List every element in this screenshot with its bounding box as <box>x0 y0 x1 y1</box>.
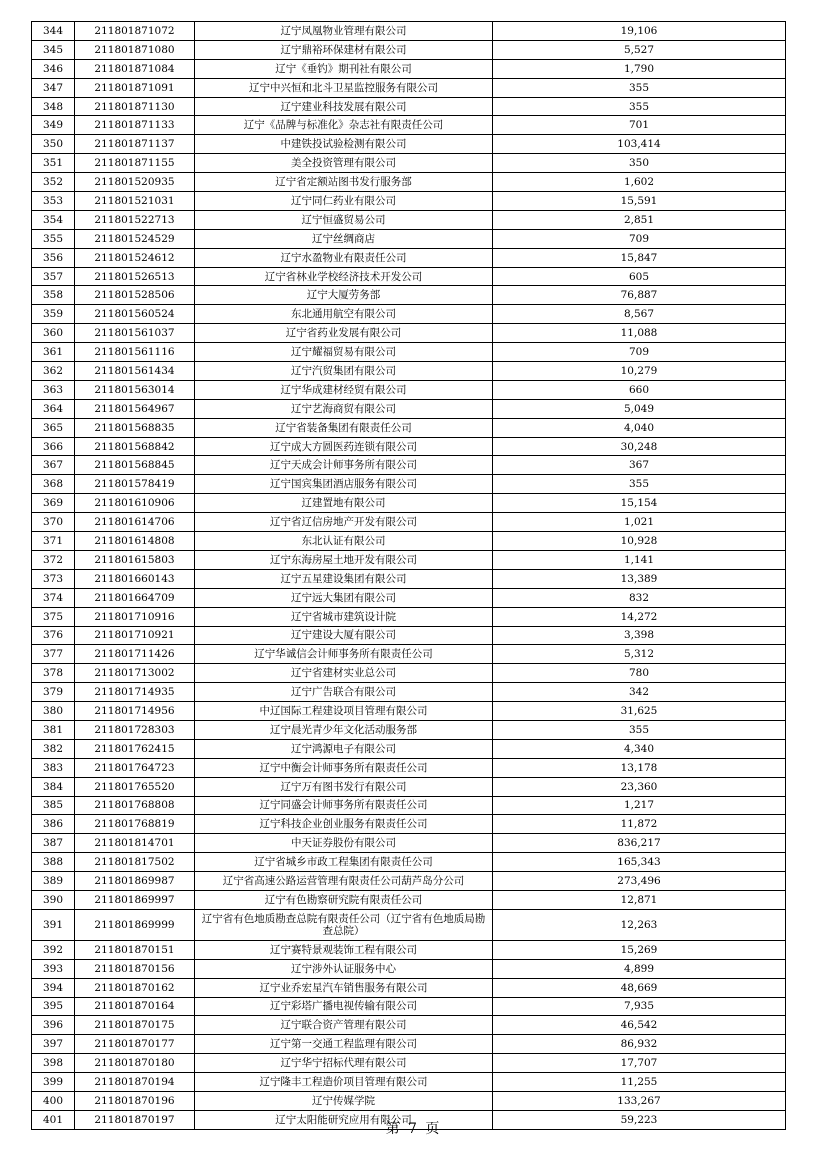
code-cell: 211801563014 <box>75 380 195 399</box>
amount-cell: 4,040 <box>493 418 786 437</box>
row-number-cell: 345 <box>32 40 75 59</box>
amount-cell: 11,255 <box>493 1073 786 1092</box>
table-row <box>32 494 786 513</box>
code-cell: 211801768808 <box>75 796 195 815</box>
amount-cell: 1,141 <box>493 550 786 569</box>
row-number-cell: 375 <box>32 607 75 626</box>
code-cell: 211801578419 <box>75 475 195 494</box>
row-number-cell: 354 <box>32 210 75 229</box>
table-row <box>32 135 786 154</box>
amount-cell: 1,021 <box>493 513 786 532</box>
row-number-cell: 376 <box>32 626 75 645</box>
row-number-cell: 401 <box>32 1110 75 1129</box>
code-cell: 211801871084 <box>75 59 195 78</box>
company-name-cell: 东北通用航空有限公司 <box>195 305 493 324</box>
company-name-cell: 辽宁成大方圆医药连锁有限公司 <box>195 437 493 456</box>
company-name-cell: 辽宁华宁招标代理有限公司 <box>195 1054 493 1073</box>
amount-cell: 355 <box>493 78 786 97</box>
amount-cell: 133,267 <box>493 1091 786 1110</box>
row-number-cell: 366 <box>32 437 75 456</box>
row-number-cell: 392 <box>32 940 75 959</box>
company-name-cell: 辽建置地有限公司 <box>195 494 493 513</box>
table-row <box>32 248 786 267</box>
row-number-cell: 347 <box>32 78 75 97</box>
table-row <box>32 97 786 116</box>
code-cell: 211801817502 <box>75 853 195 872</box>
company-name-cell: 辽宁同仁药业有限公司 <box>195 192 493 211</box>
amount-cell: 1,790 <box>493 59 786 78</box>
code-cell: 211801870197 <box>75 1110 195 1129</box>
code-cell: 211801614808 <box>75 532 195 551</box>
table-row <box>32 645 786 664</box>
row-number-cell: 350 <box>32 135 75 154</box>
amount-cell: 15,591 <box>493 192 786 211</box>
code-cell: 211801528506 <box>75 286 195 305</box>
table-row <box>32 890 786 909</box>
row-number-cell: 370 <box>32 513 75 532</box>
amount-cell: 3,398 <box>493 626 786 645</box>
amount-cell: 11,088 <box>493 324 786 343</box>
company-name-cell: 辽宁业乔宏星汽车销售服务有限公司 <box>195 978 493 997</box>
amount-cell: 832 <box>493 588 786 607</box>
code-cell: 211801871133 <box>75 116 195 135</box>
table-row <box>32 909 786 940</box>
company-name-cell: 辽宁华诚信会计师事务所有限责任公司 <box>195 645 493 664</box>
code-cell: 211801526513 <box>75 267 195 286</box>
code-cell: 211801524529 <box>75 229 195 248</box>
row-number-cell: 353 <box>32 192 75 211</box>
code-cell: 211801710916 <box>75 607 195 626</box>
row-number-cell: 363 <box>32 380 75 399</box>
company-name-cell: 辽宁涉外认证服务中心 <box>195 959 493 978</box>
company-name-cell: 辽宁鼎裕环保建材有限公司 <box>195 40 493 59</box>
table-row <box>32 59 786 78</box>
code-cell: 211801870175 <box>75 1016 195 1035</box>
company-name-cell: 辽宁第一交通工程监理有限公司 <box>195 1035 493 1054</box>
amount-cell: 23,360 <box>493 777 786 796</box>
table-row <box>32 286 786 305</box>
code-cell: 211801524612 <box>75 248 195 267</box>
company-name-cell: 辽宁鸿源电子有限公司 <box>195 739 493 758</box>
code-cell: 211801561116 <box>75 343 195 362</box>
amount-cell: 31,625 <box>493 702 786 721</box>
amount-cell: 5,049 <box>493 399 786 418</box>
amount-cell: 355 <box>493 97 786 116</box>
table-row <box>32 399 786 418</box>
table-row <box>32 40 786 59</box>
code-cell: 211801764723 <box>75 758 195 777</box>
company-name-cell: 辽宁彩塔广播电视传输有限公司 <box>195 997 493 1016</box>
code-cell: 211801869987 <box>75 872 195 891</box>
table-row <box>32 815 786 834</box>
table-row <box>32 116 786 135</box>
amount-cell: 48,669 <box>493 978 786 997</box>
amount-cell: 660 <box>493 380 786 399</box>
table-row <box>32 796 786 815</box>
code-cell: 211801714956 <box>75 702 195 721</box>
row-number-cell: 372 <box>32 550 75 569</box>
table-row <box>32 380 786 399</box>
code-cell: 211801710921 <box>75 626 195 645</box>
company-name-cell: 辽宁赛特景观装饰工程有限公司 <box>195 940 493 959</box>
table-row <box>32 550 786 569</box>
table-row <box>32 872 786 891</box>
row-number-cell: 357 <box>32 267 75 286</box>
code-cell: 211801564967 <box>75 399 195 418</box>
company-name-cell: 辽宁省定额站图书发行服务部 <box>195 173 493 192</box>
company-name-cell: 辽宁汽贸集团有限公司 <box>195 362 493 381</box>
row-number-cell: 394 <box>32 978 75 997</box>
row-number-cell: 396 <box>32 1016 75 1035</box>
amount-cell: 165,343 <box>493 853 786 872</box>
code-cell: 211801765520 <box>75 777 195 796</box>
row-number-cell: 355 <box>32 229 75 248</box>
amount-cell: 5,312 <box>493 645 786 664</box>
table-row <box>32 739 786 758</box>
row-number-cell: 393 <box>32 959 75 978</box>
company-name-cell: 中建铁投试验检测有限公司 <box>195 135 493 154</box>
table-row <box>32 1054 786 1073</box>
row-number-cell: 397 <box>32 1035 75 1054</box>
table-row <box>32 569 786 588</box>
company-name-cell: 辽宁省城市建筑设计院 <box>195 607 493 626</box>
row-number-cell: 351 <box>32 154 75 173</box>
amount-cell: 15,847 <box>493 248 786 267</box>
company-name-cell: 辽宁恒盛贸易公司 <box>195 210 493 229</box>
company-name-cell: 辽宁耀福贸易有限公司 <box>195 343 493 362</box>
code-cell: 211801660143 <box>75 569 195 588</box>
code-cell: 211801814701 <box>75 834 195 853</box>
amount-cell: 709 <box>493 343 786 362</box>
row-number-cell: 361 <box>32 343 75 362</box>
row-number-cell: 389 <box>32 872 75 891</box>
row-number-cell: 352 <box>32 173 75 192</box>
amount-cell: 46,542 <box>493 1016 786 1035</box>
amount-cell: 59,223 <box>493 1110 786 1129</box>
table-row <box>32 324 786 343</box>
code-cell: 211801871155 <box>75 154 195 173</box>
code-cell: 211801615803 <box>75 550 195 569</box>
code-cell: 211801870194 <box>75 1073 195 1092</box>
amount-cell: 10,928 <box>493 532 786 551</box>
code-cell: 211801521031 <box>75 192 195 211</box>
amount-cell: 12,263 <box>493 909 786 940</box>
company-name-cell: 辽宁省有色地质勘查总院有限责任公司（辽宁省有色地质局勘查总院） <box>195 909 493 940</box>
table-row <box>32 154 786 173</box>
row-number-cell: 373 <box>32 569 75 588</box>
row-number-cell: 369 <box>32 494 75 513</box>
company-name-cell: 中辽国际工程建设项目管理有限公司 <box>195 702 493 721</box>
code-cell: 211801610906 <box>75 494 195 513</box>
table-row <box>32 456 786 475</box>
row-number-cell: 365 <box>32 418 75 437</box>
company-name-cell: 辽宁艺海商贸有限公司 <box>195 399 493 418</box>
company-name-cell: 辽宁科技企业创业服务有限责任公司 <box>195 815 493 834</box>
code-cell: 211801568835 <box>75 418 195 437</box>
company-name-cell: 辽宁晨光青少年文化活动服务部 <box>195 720 493 739</box>
row-number-cell: 398 <box>32 1054 75 1073</box>
company-name-cell: 辽宁省林业学校经济技术开发公司 <box>195 267 493 286</box>
row-number-cell: 359 <box>32 305 75 324</box>
company-name-cell: 辽宁中兴恒和北斗卫星监控服务有限公司 <box>195 78 493 97</box>
amount-cell: 780 <box>493 664 786 683</box>
row-number-cell: 380 <box>32 702 75 721</box>
company-name-cell: 辽宁有色勘察研究院有限责任公司 <box>195 890 493 909</box>
table-row <box>32 1016 786 1035</box>
table-row <box>32 267 786 286</box>
table-row <box>32 959 786 978</box>
row-number-cell: 400 <box>32 1091 75 1110</box>
company-name-cell: 辽宁省辽信房地产开发有限公司 <box>195 513 493 532</box>
row-number-cell: 360 <box>32 324 75 343</box>
company-name-cell: 辽宁《垂钓》期刊社有限公司 <box>195 59 493 78</box>
row-number-cell: 388 <box>32 853 75 872</box>
code-cell: 211801871130 <box>75 97 195 116</box>
amount-cell: 342 <box>493 683 786 702</box>
row-number-cell: 386 <box>32 815 75 834</box>
data-table <box>31 21 786 1130</box>
amount-cell: 76,887 <box>493 286 786 305</box>
table-row <box>32 78 786 97</box>
row-number-cell: 382 <box>32 739 75 758</box>
code-cell: 211801522713 <box>75 210 195 229</box>
table-row <box>32 475 786 494</box>
table-row <box>32 173 786 192</box>
company-name-cell: 辽宁联合资产管理有限公司 <box>195 1016 493 1035</box>
company-name-cell: 辽宁同盛会计师事务所有限责任公司 <box>195 796 493 815</box>
table-row <box>32 229 786 248</box>
company-name-cell: 辽宁省建材实业总公司 <box>195 664 493 683</box>
table-row <box>32 997 786 1016</box>
row-number-cell: 356 <box>32 248 75 267</box>
amount-cell: 103,414 <box>493 135 786 154</box>
table-row <box>32 664 786 683</box>
company-name-cell: 辽宁隆丰工程造价项目管理有限公司 <box>195 1073 493 1092</box>
amount-cell: 605 <box>493 267 786 286</box>
row-number-cell: 344 <box>32 22 75 41</box>
row-number-cell: 368 <box>32 475 75 494</box>
amount-cell: 4,899 <box>493 959 786 978</box>
company-name-cell: 辽宁建业科技发展有限公司 <box>195 97 493 116</box>
amount-cell: 350 <box>493 154 786 173</box>
table-row <box>32 978 786 997</box>
code-cell: 211801870196 <box>75 1091 195 1110</box>
code-cell: 211801871080 <box>75 40 195 59</box>
table-row <box>32 853 786 872</box>
company-name-cell: 辽宁远大集团有限公司 <box>195 588 493 607</box>
row-number-cell: 385 <box>32 796 75 815</box>
code-cell: 211801870156 <box>75 959 195 978</box>
code-cell: 211801762415 <box>75 739 195 758</box>
code-cell: 211801871072 <box>75 22 195 41</box>
table-row <box>32 702 786 721</box>
code-cell: 211801869999 <box>75 909 195 940</box>
amount-cell: 355 <box>493 475 786 494</box>
code-cell: 211801870177 <box>75 1035 195 1054</box>
amount-cell: 8,567 <box>493 305 786 324</box>
table-row <box>32 720 786 739</box>
company-name-cell: 辽宁五星建设集团有限公司 <box>195 569 493 588</box>
code-cell: 211801561434 <box>75 362 195 381</box>
table-row <box>32 1091 786 1110</box>
company-name-cell: 辽宁建设大厦有限公司 <box>195 626 493 645</box>
code-cell: 211801561037 <box>75 324 195 343</box>
table-row <box>32 607 786 626</box>
row-number-cell: 348 <box>32 97 75 116</box>
table-row <box>32 532 786 551</box>
company-name-cell: 辽宁丝绸商店 <box>195 229 493 248</box>
row-number-cell: 383 <box>32 758 75 777</box>
table-row <box>32 777 786 796</box>
row-number-cell: 384 <box>32 777 75 796</box>
company-name-cell: 辽宁万有图书发行有限公司 <box>195 777 493 796</box>
amount-cell: 13,178 <box>493 758 786 777</box>
company-name-cell: 美全投资管理有限公司 <box>195 154 493 173</box>
amount-cell: 701 <box>493 116 786 135</box>
company-name-cell: 辽宁东海房屋土地开发有限公司 <box>195 550 493 569</box>
company-name-cell: 中天证券股份有限公司 <box>195 834 493 853</box>
amount-cell: 7,935 <box>493 997 786 1016</box>
code-cell: 211801711426 <box>75 645 195 664</box>
row-number-cell: 381 <box>32 720 75 739</box>
code-cell: 211801568842 <box>75 437 195 456</box>
table-row <box>32 683 786 702</box>
company-name-cell: 辽宁华成建材经贸有限公司 <box>195 380 493 399</box>
table-row <box>32 343 786 362</box>
row-number-cell: 374 <box>32 588 75 607</box>
company-name-cell: 辽宁《品牌与标准化》杂志社有限责任公司 <box>195 116 493 135</box>
code-cell: 211801520935 <box>75 173 195 192</box>
table-row <box>32 1035 786 1054</box>
table-row <box>32 513 786 532</box>
company-name-cell: 辽宁省药业发展有限公司 <box>195 324 493 343</box>
table-row <box>32 834 786 853</box>
row-number-cell: 387 <box>32 834 75 853</box>
row-number-cell: 362 <box>32 362 75 381</box>
code-cell: 211801870151 <box>75 940 195 959</box>
amount-cell: 13,389 <box>493 569 786 588</box>
amount-cell: 836,217 <box>493 834 786 853</box>
amount-cell: 15,269 <box>493 940 786 959</box>
amount-cell: 2,851 <box>493 210 786 229</box>
table-body <box>32 22 786 1130</box>
table-row <box>32 1073 786 1092</box>
page-number: 第 7 页 <box>385 1121 442 1137</box>
table-row <box>32 192 786 211</box>
row-number-cell: 349 <box>32 116 75 135</box>
table-row <box>32 22 786 41</box>
row-number-cell: 379 <box>32 683 75 702</box>
row-number-cell: 358 <box>32 286 75 305</box>
table-row <box>32 626 786 645</box>
company-name-cell: 辽宁省高速公路运营管理有限责任公司葫芦岛分公司 <box>195 872 493 891</box>
row-number-cell: 377 <box>32 645 75 664</box>
row-number-cell: 391 <box>32 909 75 940</box>
amount-cell: 1,602 <box>493 173 786 192</box>
row-number-cell: 367 <box>32 456 75 475</box>
amount-cell: 86,932 <box>493 1035 786 1054</box>
code-cell: 211801568845 <box>75 456 195 475</box>
code-cell: 211801768819 <box>75 815 195 834</box>
amount-cell: 1,217 <box>493 796 786 815</box>
company-name-cell: 辽宁太阳能研究应用有限公司 <box>195 1110 493 1129</box>
table-row <box>32 418 786 437</box>
amount-cell: 10,279 <box>493 362 786 381</box>
code-cell: 211801560524 <box>75 305 195 324</box>
table-row <box>32 210 786 229</box>
code-cell: 211801614706 <box>75 513 195 532</box>
table-row <box>32 437 786 456</box>
code-cell: 211801664709 <box>75 588 195 607</box>
table-row <box>32 362 786 381</box>
amount-cell: 14,272 <box>493 607 786 626</box>
amount-cell: 17,707 <box>493 1054 786 1073</box>
company-name-cell: 辽宁天成会计师事务所有限公司 <box>195 456 493 475</box>
amount-cell: 273,496 <box>493 872 786 891</box>
code-cell: 211801728303 <box>75 720 195 739</box>
amount-cell: 709 <box>493 229 786 248</box>
amount-cell: 15,154 <box>493 494 786 513</box>
amount-cell: 30,248 <box>493 437 786 456</box>
company-name-cell: 辽宁国宾集团酒店服务有限公司 <box>195 475 493 494</box>
row-number-cell: 395 <box>32 997 75 1016</box>
code-cell: 211801713002 <box>75 664 195 683</box>
company-name-cell: 辽宁省城乡市政工程集团有限责任公司 <box>195 853 493 872</box>
company-name-cell: 辽宁广告联合有限公司 <box>195 683 493 702</box>
row-number-cell: 399 <box>32 1073 75 1092</box>
amount-cell: 4,340 <box>493 739 786 758</box>
company-name-cell: 辽宁水盈物业有限责任公司 <box>195 248 493 267</box>
row-number-cell: 364 <box>32 399 75 418</box>
table-row <box>32 758 786 777</box>
code-cell: 211801870162 <box>75 978 195 997</box>
amount-cell: 19,106 <box>493 22 786 41</box>
amount-cell: 367 <box>493 456 786 475</box>
code-cell: 211801871137 <box>75 135 195 154</box>
company-name-cell: 辽宁传媒学院 <box>195 1091 493 1110</box>
code-cell: 211801870164 <box>75 997 195 1016</box>
company-name-cell: 东北认证有限公司 <box>195 532 493 551</box>
table-row <box>32 588 786 607</box>
code-cell: 211801869997 <box>75 890 195 909</box>
row-number-cell: 390 <box>32 890 75 909</box>
row-number-cell: 371 <box>32 532 75 551</box>
table-row <box>32 940 786 959</box>
amount-cell: 11,872 <box>493 815 786 834</box>
code-cell: 211801870180 <box>75 1054 195 1073</box>
table-row <box>32 305 786 324</box>
code-cell: 211801871091 <box>75 78 195 97</box>
company-name-cell: 辽宁大厦劳务部 <box>195 286 493 305</box>
company-name-cell: 辽宁省装备集团有限责任公司 <box>195 418 493 437</box>
code-cell: 211801714935 <box>75 683 195 702</box>
amount-cell: 5,527 <box>493 40 786 59</box>
row-number-cell: 346 <box>32 59 75 78</box>
amount-cell: 355 <box>493 720 786 739</box>
amount-cell: 12,871 <box>493 890 786 909</box>
company-name-cell: 辽宁凤凰物业管理有限公司 <box>195 22 493 41</box>
company-name-cell: 辽宁中衡会计师事务所有限责任公司 <box>195 758 493 777</box>
row-number-cell: 378 <box>32 664 75 683</box>
